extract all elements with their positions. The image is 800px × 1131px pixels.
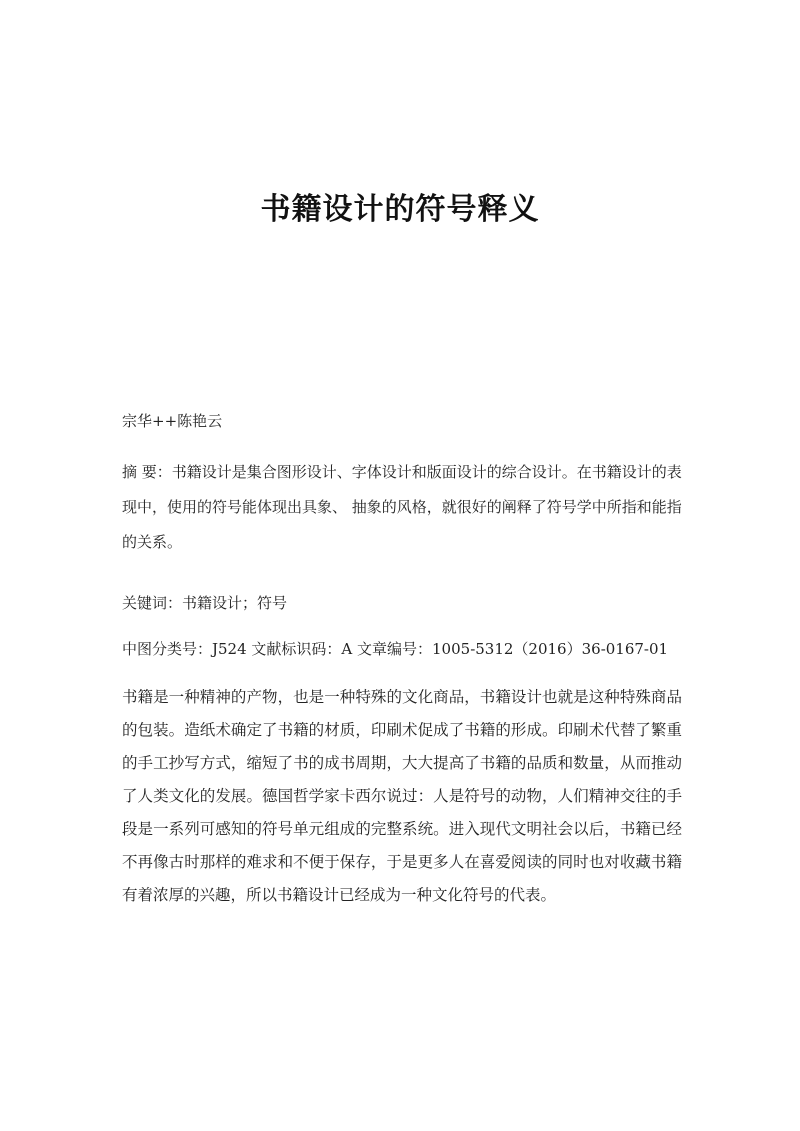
abstract <box>122 455 682 560</box>
keywords-label: 关键词： <box>122 594 183 612</box>
classification-line: 中图分类号：J524 文献标识码：A 文章编号：1005-5312（2016）36-0167-01 <box>122 640 669 658</box>
author-line: 宗华++陈艳云 <box>122 412 223 430</box>
article-title: 书籍设计的符号释义 <box>260 192 540 227</box>
body-paragraph: 书籍是一种精神的产物，也是一种特殊的文化商品，书籍设计也就是这种特殊商品的包装。造纸术确定了书籍的材质，印刷术促成了书籍的形成。印刷术代替了繁重的手工抄写方式，缩短了书的成书周期，大大提高了书籍的品质和数量，从而推动了人类文化的发展。德国哲学家卡西尔说过：人是符号的动物，人们精神交往的手段是一系列可感知的符号单元组成的完整系统。进入现代文明社会以后，书籍已经不再像古时那样的难求和不便于保存，于是更多人在喜爱阅读的同时也对收藏书籍有着浓厚的兴趣，所以书籍设计已经成为一种文化符号的代表。 <box>122 688 682 904</box>
abstract-text: 书籍设计是集合图形设计、字体设计和版面设计的综合设计。在书籍设计的表现中，使用的符号能体现出具象、 抽象的风格，就很好的阐释了符号学中所指和能指的关系。 <box>122 463 682 551</box>
keywords-text: 书籍设计；符号 <box>182 594 288 612</box>
abstract-label: 摘 要： <box>122 463 172 481</box>
keywords <box>122 592 682 613</box>
